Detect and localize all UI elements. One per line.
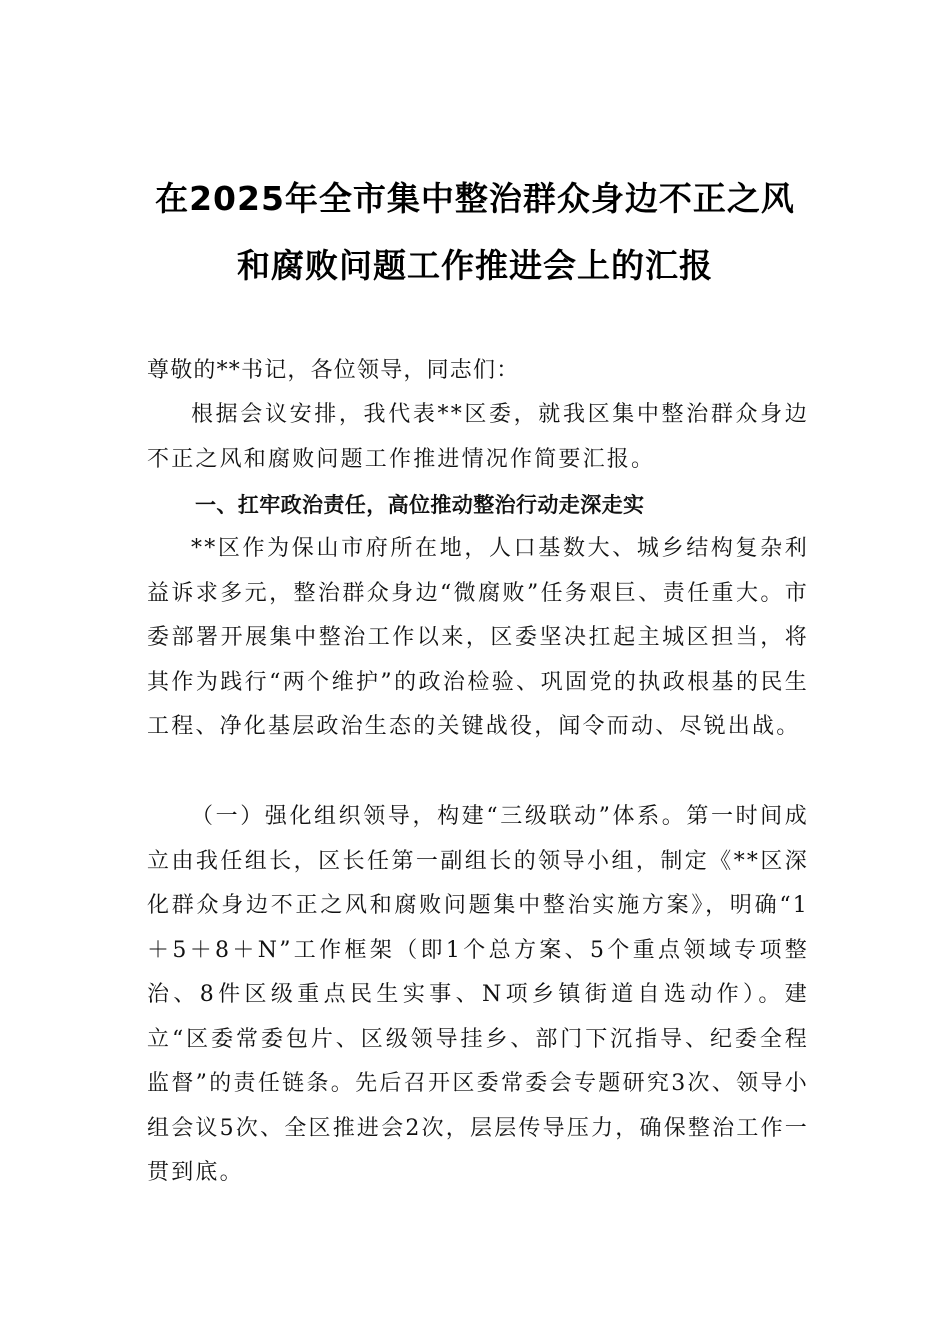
paragraph-organization: （一）强化组织领导，构建“三级联动”体系。第一时间成立由我任组长，区长任第一副组长的领导小组，制定《**区深化群众身边不正之风和腐败问题集中整治实施方案》，明确“1＋5＋8＋N”工作框架（即1个总方案、5个重点领域专项整治、8件区级重点民生实事、N项乡镇街道自选动作）。建立“区委常委包片、区级领导挂乡、部门下沉指导、纪委全程监督”的责任链条。先后召开区委常委会专题研究3次、领导小组会议5次、全区推进会2次，层层传导压力，确保整治工作一贯到底。 [147,804,809,1185]
document-title-line-2: 和腐败问题工作推进会上的汇报 [237,246,713,285]
section-heading-1: 一、扛牢政治责任，高位推动整治行动走深走实 [195,493,645,517]
salutation: 尊敬的**书记，各位领导，同志们： [147,358,520,383]
paragraph-background: **区作为保山市府所在地，人口基数大、城乡结构复杂利益诉求多元，整治群众身边“微腐败”任务艰巨、责任重大。市委部署开展集中整治工作以来，区委坚决扛起主城区担当，将其作为践行“两个维护”的政治检验、巩固党的执政根基的民生工程、净化基层政治生态的关键战役，闻令而动、尽锐出战。 [147,536,809,739]
paragraph-intro: 根据会议安排，我代表**区委，就我区集中整治群众身边不正之风和腐败问题工作推进情况作简要汇报。 [147,402,809,472]
document-title-line-1: 在2025年全市集中整治群众身边不正之风 [155,179,795,218]
